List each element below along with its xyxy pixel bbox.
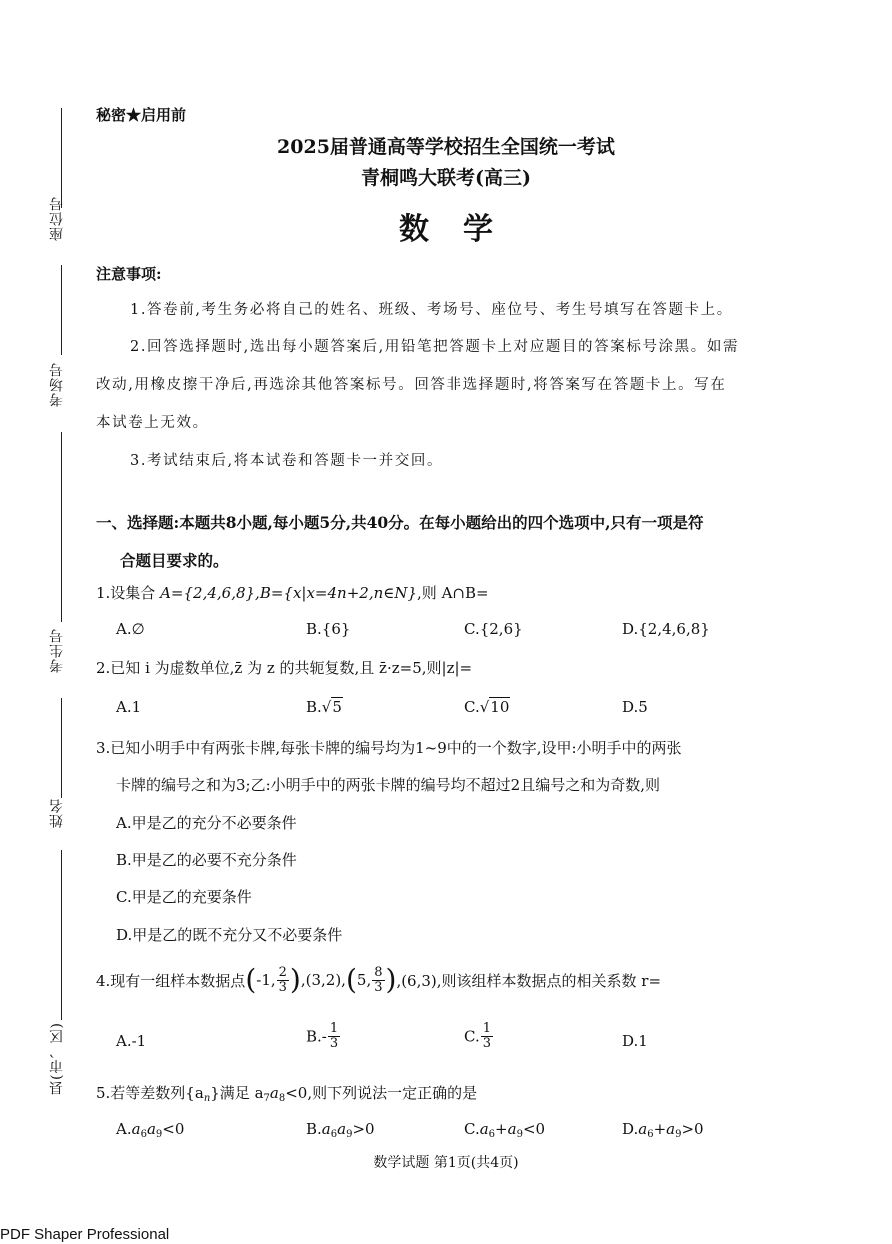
notice-item: 3.考试结束后,将本试卷和答题卡一并交回。 [130, 453, 444, 469]
option-a: A.甲是乙的充分不必要条件 [116, 814, 297, 832]
question-2-options [0, 698, 892, 720]
option-a: A.-1 [116, 1032, 147, 1050]
section-heading [96, 504, 806, 580]
option-d: D.5 [622, 698, 648, 716]
question-5-stem: 5.若等差数列$\{a_n\}$满足 $a_7a_8<0$,则下列说法一定正确的是 [96, 1084, 478, 1104]
binding-label-room: 考场号 [49, 362, 65, 407]
binding-line [61, 432, 62, 622]
question-4-stem: 4.现有一组样本数据点 ( -1, $\frac{2}{3}$ ) ,(3,2), ( 5, $\frac{8}{3}$ ) ,(6,3),则该组样本数据点的相关系数 r= [96, 963, 662, 996]
option-b: B.√5 [306, 698, 342, 716]
option-b: B.甲是乙的必要不充分条件 [116, 851, 297, 869]
option-d: D.甲是乙的既不充分又不必要条件 [116, 926, 343, 944]
option-c: $C.a_6+a_9<0$ [464, 1120, 546, 1140]
question-3-stem-line2: 卡牌的编号之和为3;乙:小明手中的两张卡牌的编号均不超过2且编号之和为奇数,则 [116, 776, 660, 794]
option-a: A.1 [116, 698, 142, 716]
watermark: PDF Shaper Professional [0, 1226, 170, 1243]
question-3-stem-line1: 3.已知小明手中有两张卡牌,每张卡牌的编号均为1~9中的一个数字,设甲:小明手中的两张 [96, 739, 682, 757]
notice-item: 改动,用橡皮擦干净后,再选涂其他答案标号。回答非选择题时,将答案写在答题卡上。写在 [96, 377, 727, 393]
binding-label-seat: 座位号 [49, 196, 65, 241]
binding-line [61, 265, 62, 355]
option-b: B.- $\frac{1}{3}$ [306, 1021, 339, 1051]
subject-title: 数学 [399, 212, 527, 247]
exam-subtitle: 青桐鸣大联考(高三) [361, 167, 531, 189]
question-1-stem: 1.设集合 A={2,4,6,8},B={x|x=4n+2,n∈N},则 A∩B= [96, 584, 489, 602]
option-d: D.1 [622, 1032, 648, 1050]
secret-label: 秘密★启用前 [96, 106, 187, 124]
binding-line [61, 850, 62, 1020]
option-d: $D.a_6+a_9>0$ [622, 1120, 704, 1140]
option-b: $B.a_6a_9>0$ [306, 1120, 375, 1140]
option-b: B.{6} [306, 620, 351, 638]
option-a: A.∅ [116, 620, 145, 638]
fraction: $\frac{2}{3}$ [278, 964, 287, 995]
binding-label-county: 县(市、区) [49, 1022, 65, 1095]
page-footer: 数学试题 第1页(共4页) [373, 1155, 519, 1171]
notice-item: 2.回答选择题时,选出每小题答案后,用铅笔把答题卡上对应题目的答案标号涂黑。如需 [130, 339, 740, 355]
question-5-options [0, 1120, 892, 1142]
option-a: $A.a_6a_9<0$ [116, 1120, 185, 1140]
option-c: C.甲是乙的充要条件 [116, 888, 252, 906]
question-2-stem: 2.已知 i 为虚数单位,z̄ 为 z 的共轭复数,且 z̄·z=5,则|z|= [96, 659, 473, 677]
notice-item: 本试卷上无效。 [96, 415, 209, 431]
fraction: $\frac{8}{3}$ [374, 964, 383, 995]
option-c: C.√10 [464, 698, 510, 716]
question-1-options [0, 620, 892, 642]
option-d: D.{2,4,6,8} [622, 620, 710, 638]
section-heading-line1: 一、选择题:本题共8小题,每小题5分,共40分。在每小题给出的四个选项中,只有一项是符 [96, 513, 704, 532]
question-4-options [0, 1022, 892, 1062]
option-c: C. $\frac{1}{3}$ [464, 1021, 491, 1051]
exam-title: 2025届普通高等学校招生全国统一考试 [277, 136, 615, 158]
binding-label-name: 姓名 [49, 798, 65, 828]
section-heading-line2: 合题目要求的。 [120, 551, 229, 570]
option-c: C.{2,6} [464, 620, 523, 638]
notice-item: 1.答卷前,考生务必将自己的姓名、班级、考场号、座位号、考生号填写在答题卡上。 [130, 302, 733, 318]
binding-label-examinee: 考生号 [49, 628, 65, 673]
notice-heading: 注意事项: [96, 265, 162, 283]
